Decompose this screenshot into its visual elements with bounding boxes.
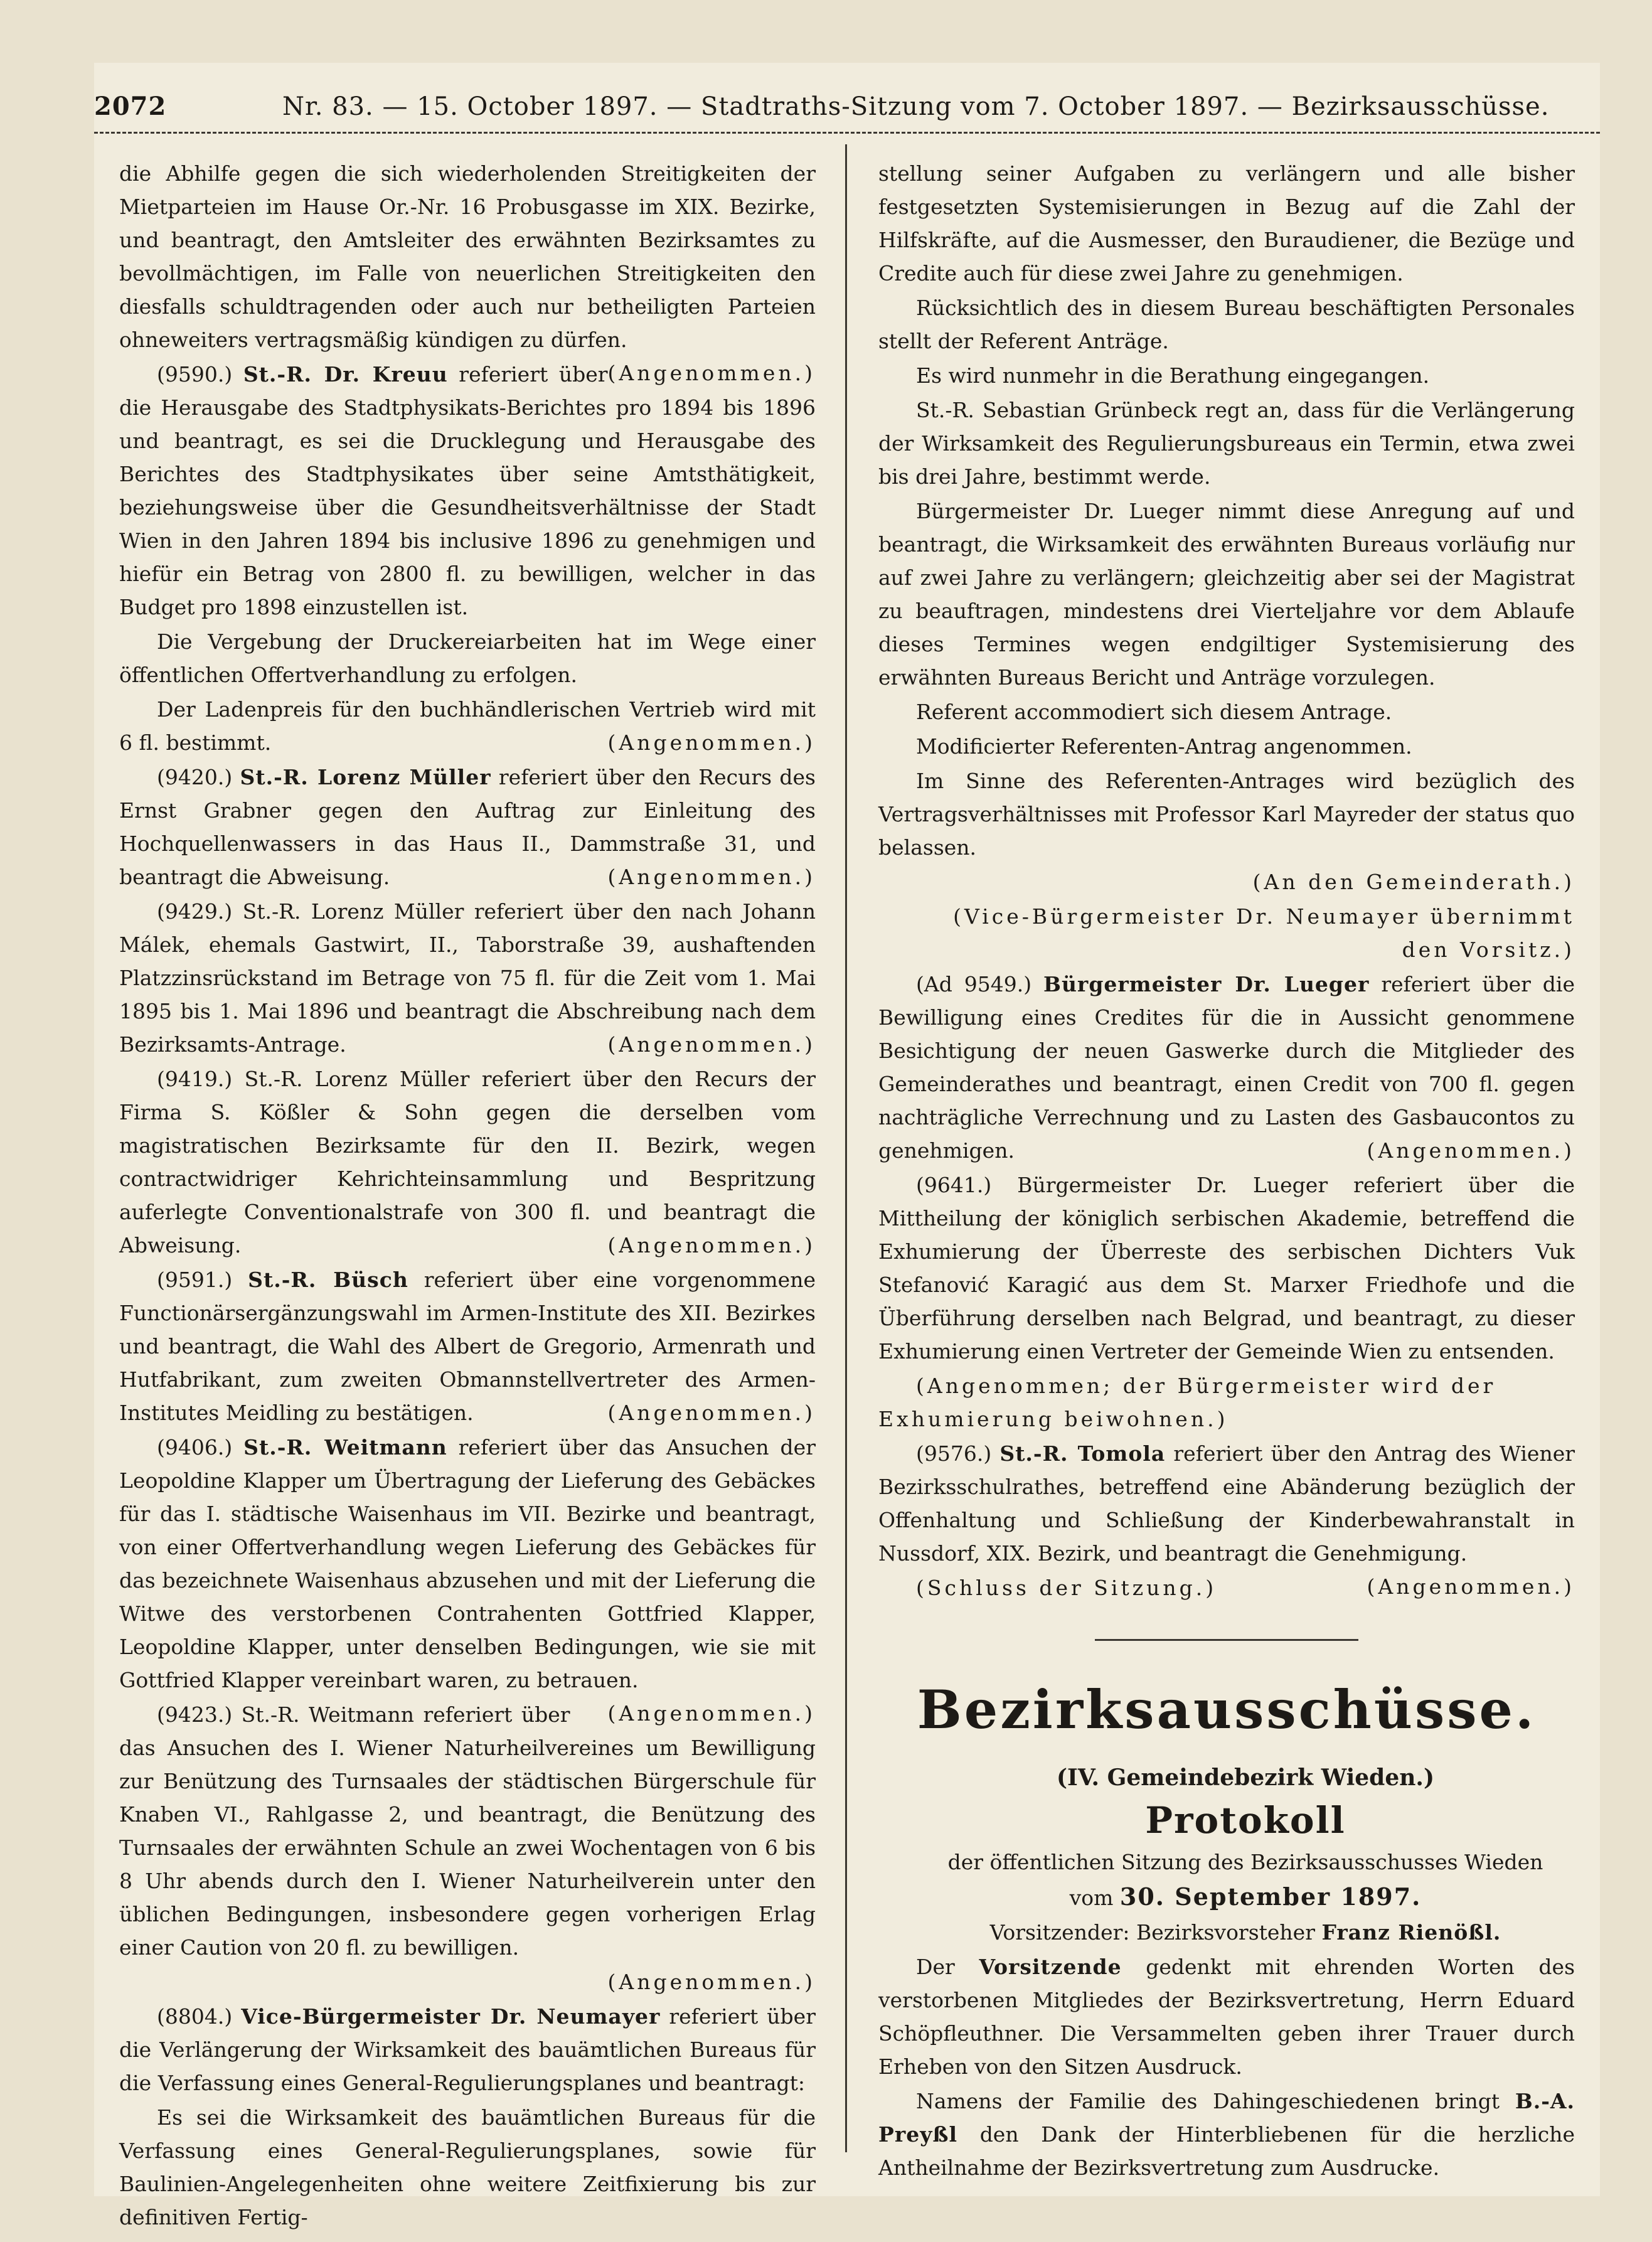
section-rule bbox=[1095, 1639, 1358, 1641]
paragraph: Im Sinne des Referenten-Antrages wird bezüglich des Vertragsverhältnisses mit Professor Karl Mayreder der status quo belassen. bbox=[878, 769, 1575, 860]
speaker-name: St.-R. Weitmann bbox=[243, 1435, 447, 1460]
session-end-note: (Schluss der Sitzung.) bbox=[916, 1576, 1217, 1600]
paragraph: (9420.) St.-R. Lorenz Müller referiert über den Recurs des Ernst Grabner gegen den Auftrag zur Einleitung des Hochquellenwassers in das Haus II., Dammstraße 31, und beantragt die Abweisung. (Angenommen.) bbox=[119, 761, 816, 894]
speaker-name: St.-R. Lorenz Müller bbox=[240, 765, 491, 789]
chairperson-name: Franz Rienößl. bbox=[1321, 1920, 1501, 1945]
speaker-name: Vorsitzende bbox=[979, 1955, 1122, 1979]
protocol-description: der öffentlichen Sitzung des Bezirksausschusses Wieden bbox=[947, 1850, 1543, 1874]
right-column bbox=[878, 157, 1575, 2186]
newspaper-page bbox=[94, 63, 1600, 2229]
result-note: (Angenommen.) bbox=[607, 1032, 816, 1057]
paragraph: stellung seiner Aufgaben zu verlängern und alle bisher festgesetzten Systemisierungen in Bezug auf die Zahl der Hilfskräfte, auf die Ausmesser, den Buraudiener, die Bezüge und Credite auch für diese zwei Jahre zu genehmigen. bbox=[878, 161, 1575, 286]
protocol-date: vom 30. September 1897. bbox=[1069, 1882, 1422, 1911]
result-note: (Angenommen.) bbox=[607, 1401, 816, 1425]
header-title: Nr. 83. — 15. October 1897. — Stadtraths-Sitzung vom 7. October 1897. — Bezirksausschüsse. bbox=[282, 92, 1550, 121]
result-note: (An den Gemeinderath.) bbox=[1252, 870, 1575, 894]
result-note: (Angenommen.) bbox=[1367, 1574, 1575, 1599]
paragraph: die Abhilfe gegen die sich wiederholenden Streitigkeiten der Mietparteien im Hause Or.-Nr. 16 Probusgasse im XIX. Bezirke, und beantragt, den Amtsleiter des erwähnten Bezirksamtes zu bevollmächtigen, im Falle von neuerlichen Streitigkeiten den diesfalls schuldtragenden oder auch nur betheiligten Parteien ohneweiters vertragsmäßig kündigen zu dürfen. (Angenommen.) bbox=[119, 157, 816, 356]
paragraph: (9406.) St.-R. Weitmann referiert über das Ansuchen der Leopoldine Klapper um Übertragung der Lieferung des Gebäckes für das I. städtische Waisenhaus im VII. Bezirke und beantragt, von einer Offertverhandlung wegen Lieferung des Gebäckes für das bezeichnete Waisenhaus abzusehen und mit der Lieferung die Witwe des verstorbenen Contrahenten Gottfried Klapper, Leopoldine Klapper, unter denselben Bedingungen, wie sie mit Gottfried Klapper vereinbart waren, zu betrauen. (Angenommen.) bbox=[119, 1431, 816, 1697]
result-note: (Angenommen; der Bürgermeister wird der Exhumierung beiwohnen.) bbox=[878, 1374, 1496, 1431]
paragraph: Es wird nunmehr in die Berathung eingegangen. bbox=[916, 363, 1430, 388]
paragraph: (9590.) St.-R. Dr. Kreuu referiert über die Herausgabe des Stadtphysikats-Berichtes pro 1894 bis 1896 und beantragt, es sei die Drucklegung und Herausgabe des Berichtes des Stadtphysikates über seine Amtsthätigkeit, beziehungsweise über die Gesundheitsverhältnisse der Stadt Wien in den Jahren 1894 bis inclusive 1896 zu genehmigen und hiefür ein Betrag von 2800 fl. zu bewilligen, welcher in das Budget pro 1898 einzustellen ist. bbox=[119, 362, 816, 619]
paragraph: (9423.) St.-R. Weitmann referiert über das Ansuchen des I. Wiener Naturheilvereines um Bewilligung zur Benützung des Turnsaales der städtischen Bürgerschule für Knaben VI., Rahlgasse 2, und beantragt, die Benützung des Turnsaales der erwähnten Schule an zwei Wochentagen von 6 bis 8 Uhr abends durch den I. Wiener Naturheilverein unter den üblichen Bedingungen, insbesondere gegen vorherigen Erlag einer Caution von 20 fl. zu bewilligen. bbox=[119, 1702, 816, 1960]
chairperson-line: Vorsitzender: Bezirksvorsteher Franz Rienößl. bbox=[989, 1920, 1501, 1945]
result-note: (Angenommen.) bbox=[1367, 1138, 1575, 1163]
paragraph: Referent accommodiert sich diesem Antrage. bbox=[916, 700, 1392, 724]
paragraph: Der Vorsitzende gedenkt mit ehrenden Worten des verstorbenen Mitgliedes der Bezirksvertretung, Herrn Eduard Schöpfleuthner. Die Versammelten geben ihrer Trauer durch Erheben von den Sitzen Ausdruck. bbox=[878, 1955, 1575, 2079]
column-divider bbox=[845, 144, 847, 2152]
paragraph: (9591.) St.-R. Büsch referiert über eine vorgenommene Functionärsergänzungswahl im Armen-Institute des XII. Bezirkes und beantragt, die Wahl des Albert de Gregorio, Armenrath und Hutfabrikant, zum zweiten Obmannstellvertreter des Armen-Institutes Meidling zu bestätigen. (Angenommen.) bbox=[119, 1263, 816, 1429]
paragraph: (8804.) Vice-Bürgermeister Dr. Neumayer referiert über die Verlängerung der Wirksamkeit des bauämtlichen Bureaus für die Verfassung eines General-Regulierungsplanes und beantragt: bbox=[119, 2004, 816, 2095]
paragraph: Der Ladenpreis für den buchhändlerischen Vertrieb wird mit 6 fl. bestimmt. (Angenommen.) bbox=[119, 693, 816, 759]
paragraph: Rücksichtlich des in diesem Bureau beschäftigten Personales stellt der Referent Anträge. bbox=[878, 296, 1575, 353]
result-note: (Angenommen.) bbox=[607, 730, 816, 755]
speaker-name: St.-R. Dr. Kreuu bbox=[243, 362, 448, 387]
paragraph: St.-R. Sebastian Grünbeck regt an, dass für die Verlängerung der Wirksamkeit des Regulierungsbureaus ein Termin, etwa zwei bis drei Jahre, bestimmt werde. bbox=[878, 398, 1575, 489]
protocol-heading: Protokoll bbox=[1145, 1799, 1346, 1842]
paragraph: Bürgermeister Dr. Lueger nimmt diese Anregung auf und beantragt, die Wirksamkeit des erwähnten Bureaus vorläufig nur auf zwei Jahre zu verlängern; gleichzeitig aber sei der Magistrat zu beauftragen, mindestens drei Vierteljahre vor dem Ablaufe dieses Termines wegen endgiltiger Systemisierung des erwähnten Bureaus Bericht und Anträge vorzulegen. bbox=[878, 499, 1575, 690]
section-title: Bezirksausschüsse. bbox=[917, 1679, 1537, 1741]
paragraph: Namens der Familie des Dahingeschiedenen bringt B.-A. Preyßl den Dank der Hinterbliebenen für die herzliche Antheilnahme der Bezirksvertretung zum Ausdrucke. bbox=[878, 2089, 1575, 2180]
result-note: (Angenommen.) bbox=[607, 865, 816, 889]
paragraph: (Ad 9549.) Bürgermeister Dr. Lueger referiert über die Bewilligung eines Credites für die in Aussicht genommene Besichtigung der neuen Gaswerke durch die Mitglieder des Gemeinderathes und beantragt, einen Credit von 700 fl. gegen nachträgliche Verrechnung und zu Lasten des Gasbaucontos zu genehmigen. (Angenommen.) bbox=[878, 968, 1575, 1167]
paragraph: (9419.) St.-R. Lorenz Müller referiert über den Recurs der Firma S. Kößler & Sohn gegen die derselben vom magistratischen Bezirksamte für den II. Bezirk, wegen contractwidriger Kehrichteinsammlung und Bespritzung auferlegte Conventionalstrafe von 300 fl. und beantragt die Abweisung. (Angenommen.) bbox=[119, 1062, 816, 1262]
result-note: (Angenommen.) bbox=[607, 361, 816, 385]
result-note: (Angenommen.) bbox=[607, 1233, 816, 1257]
paragraph: (9429.) St.-R. Lorenz Müller referiert über den nach Johann Málek, ehemals Gastwirt, II., Taborstraße 39, aushaftenden Platzzinsrückstand im Betrage von 75 fl. für die Zeit vom 1. Mai 1895 bis 1. Mai 1896 und beantragt die Abschreibung nach dem Bezirksamts-Antrage. (Angenommen.) bbox=[119, 895, 816, 1061]
left-column bbox=[119, 157, 816, 2235]
chair-note: (Vice-Bürgermeister Dr. Neumayer übernimmt den Vorsitz.) bbox=[953, 904, 1575, 962]
paragraph: (9576.) St.-R. Tomola referiert über den Antrag des Wiener Bezirksschulrathes, betreffend eine Abänderung bezüglich der Offenhaltung und Schließung der Kinderbewahranstalt in Nussdorf, XIX. Bezirk, und beantragt die Genehmigung. (Angenommen.) bbox=[878, 1437, 1575, 1570]
page-number: 2072 bbox=[94, 92, 167, 121]
speaker-name: Vice-Bürgermeister Dr. Neumayer bbox=[241, 2004, 661, 2029]
paragraph: (9641.) Bürgermeister Dr. Lueger referiert über die Mittheilung der königlich serbischen Akademie, betreffend die Exhumierung der Überreste des serbischen Dichters Vuk Stefanović Karagić aus dem St. Marxer Friedhofe und die Überführung derselben nach Belgrad, und beantragt, zu dieser Exhumierung einen Vertreter der Gemeinde Wien zu entsenden. bbox=[878, 1173, 1575, 1364]
header-rule bbox=[94, 132, 1600, 134]
speaker-name: Bürgermeister Dr. Lueger bbox=[1043, 972, 1370, 996]
paragraph: Modificierter Referenten-Antrag angenommen. bbox=[916, 734, 1412, 759]
section-subtitle: (IV. Gemeindebezirk Wieden.) bbox=[1057, 1764, 1434, 1791]
paragraph: Es sei die Wirksamkeit des bauämtlichen Bureaus für die Verfassung eines General-Regulierungsplanes, sowie für Baulinien-Angelegenheiten ohne weitere Zeitfixierung bis zur definitiven Fertig- bbox=[119, 2105, 816, 2229]
speaker-name: St.-R. Tomola bbox=[999, 1441, 1166, 1466]
speaker-name: B.-A. Preyßl bbox=[878, 2089, 1575, 2147]
result-note: (Angenommen.) bbox=[607, 1970, 816, 1994]
paragraph: Die Vergebung der Druckereiarbeiten hat im Wege einer öffentlichen Offertverhandlung zu erfolgen. bbox=[119, 629, 816, 687]
result-note: (Angenommen.) bbox=[607, 1701, 816, 1726]
speaker-name: St.-R. Büsch bbox=[248, 1268, 408, 1292]
